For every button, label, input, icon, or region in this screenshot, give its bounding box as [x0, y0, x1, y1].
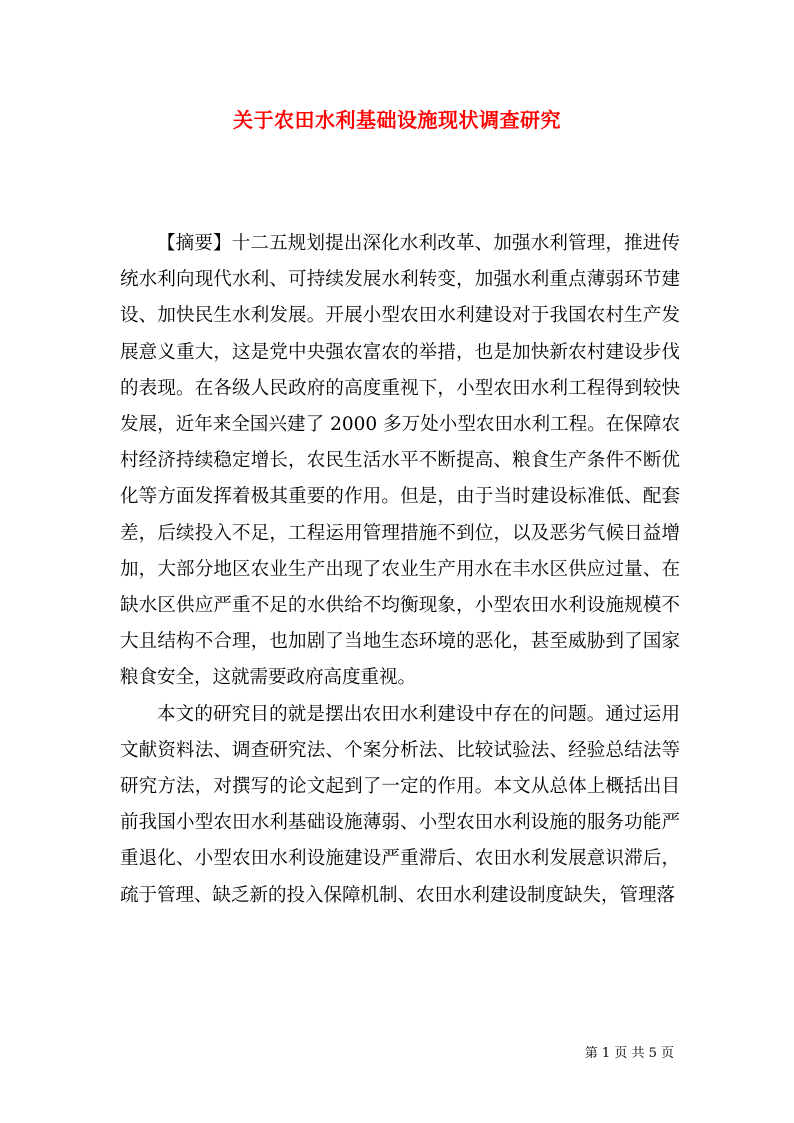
purpose-paragraph: 本文的研究目的就是摆出农田水利建设中存在的问题。通过运用文献资料法、调查研究法、个案分析法、比较试验法、经验总结法等研究方法，对撰写的论文起到了一定的作用。本文从总体上概括出目前我国小型农田水利基础设施薄弱、小型农田水利设施的服务功能严重退化、小型农田水利设施建设严重滞后、农田水利发展意识滞后，疏于管理、缺乏新的投入保障机制、农田水利建设制度缺失，管理落 — [120, 703, 680, 906]
document-title: 关于农田水利基础设施现状调查研究 — [233, 108, 561, 132]
document-body — [120, 226, 680, 914]
abstract-paragraph: 【摘要】十二五规划提出深化水利改革、加强水利管理，推进传统水利向现代水利、可持续发展水利转变，加强水利重点薄弱环节建设、加快民生水利发展。开展小型农田水利建设对于我国农村生产发展意义重大，这是党中央强农富农的举措，也是加快新农村建设步伐的表现。在各级人民政府的高度重视下，小型农田水利工程得到较快发展，近年来全国兴建了 2000 多万处小型农田水利工程。在保障农村经济持续稳定增长，农民生活水平不断提高、粮食生产条件不断优化等方面发挥着极其重要的作用。但是，由于当时建设标准低、配套差，后续投入不足，工程运用管理措施不到位，以及恶劣气候日益增加，大部分地区农业生产出现了农业生产用水在丰水区供应过量、在缺水区供应严重不足的水供给不均衡现象，小型农田水利设施规模不大且结构不合理，也加剧了当地生态环境的恶化，甚至威胁到了国家粮食安全，这就需要政府高度重视。 — [120, 233, 680, 689]
page-number-footer: 第 1 页 共 5 页 — [584, 1046, 674, 1061]
